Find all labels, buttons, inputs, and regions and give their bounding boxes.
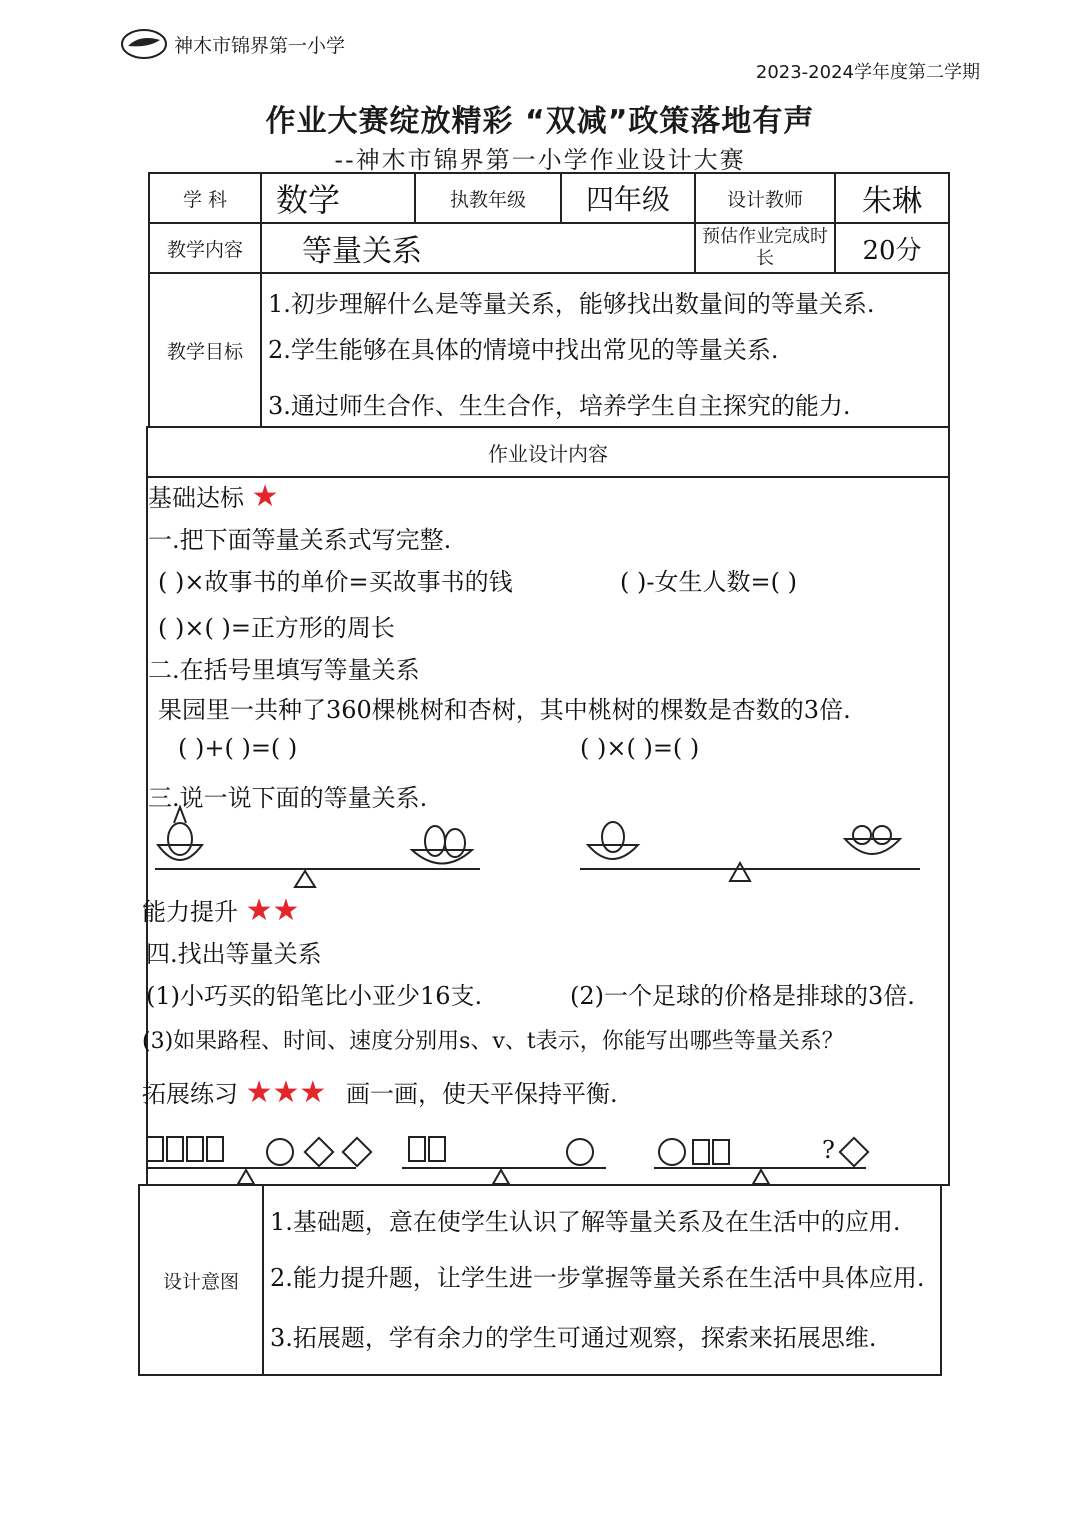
q2-text: 果园里一共种了360棵桃树和杏树，其中桃树的棵数是杏数的3倍. xyxy=(158,696,851,724)
section-basic xyxy=(148,478,279,514)
square-icon xyxy=(146,1136,164,1162)
balance-right-pan-3 xyxy=(822,1136,873,1164)
balance-left-pan-2 xyxy=(408,1136,448,1162)
q4-title: 四.找出等量关系 xyxy=(146,940,322,968)
q4-item-2: (2)一个足球的价格是排球的3倍. xyxy=(570,982,915,1010)
school-name: 神木市锦界第一小学 xyxy=(174,34,346,57)
school-header xyxy=(120,28,345,60)
square-icon xyxy=(428,1136,446,1162)
question-mark: ? xyxy=(822,1136,835,1164)
q4-item-1: (1)小巧买的铅笔比小亚少16支. xyxy=(146,982,483,1010)
q1-item-b: ( )-女生人数=( ) xyxy=(620,568,797,596)
section-ability-label: 能力提升 xyxy=(142,898,238,926)
circle-icon xyxy=(658,1138,686,1166)
content-value: 等量关系 xyxy=(302,234,422,269)
square-icon xyxy=(206,1136,224,1162)
q1-item-a: ( )×故事书的单价=买故事书的钱 xyxy=(158,568,513,596)
page-title: 作业大赛绽放精彩 “双减”政策落地有声 xyxy=(265,104,815,139)
school-logo-icon xyxy=(120,28,168,60)
balance-left-pan-1 xyxy=(146,1136,226,1162)
grade-label: 执教年级 xyxy=(449,188,526,211)
goal-1: 1.初步理解什么是等量关系，能够找出数量间的等量关系. xyxy=(268,290,875,318)
intent-1: 1.基础题，意在使学生认识了解等量关系及在生活中的应用. xyxy=(270,1208,901,1236)
circle-icon xyxy=(566,1138,594,1166)
time-value: 20分 xyxy=(862,235,922,266)
square-icon xyxy=(692,1139,710,1165)
cherry-icon xyxy=(853,826,871,844)
time-label: 预估作业完成时长 xyxy=(702,226,828,269)
q1-item-c: ( )×( )=正方形的周长 xyxy=(158,614,395,642)
section-extension xyxy=(142,1074,618,1110)
balance-illustrations xyxy=(150,805,930,895)
shape-balances xyxy=(146,1136,946,1186)
circle-icon xyxy=(266,1138,294,1166)
goals-label: 教学目标 xyxy=(166,340,243,363)
teacher-label: 设计教师 xyxy=(726,188,803,211)
shape-balance-beams xyxy=(146,1166,946,1186)
teacher-value: 朱琳 xyxy=(862,184,922,219)
page-subtitle: --神木市锦界第一小学作业设计大赛 xyxy=(334,146,746,174)
section-basic-label: 基础达标 xyxy=(148,484,244,512)
balance-scale-2 xyxy=(580,822,920,881)
intent-2: 2.能力提升题，让学生进一步掌握等量关系在生活中具体应用. xyxy=(270,1264,925,1292)
pineapple-icon xyxy=(168,823,192,855)
content-label: 教学内容 xyxy=(166,238,243,261)
ability-stars: ★★ xyxy=(245,893,300,928)
subject-label: 学 科 xyxy=(182,188,228,211)
extension-text: 画一画，使天平保持平衡. xyxy=(345,1080,618,1108)
section-ability xyxy=(142,892,299,928)
q2-item-b: ( )×( )=( ) xyxy=(580,734,700,762)
diamond-icon xyxy=(303,1136,334,1167)
square-icon xyxy=(712,1139,730,1165)
term: 2023-2024学年度第二学期 xyxy=(755,62,980,83)
intent-3: 3.拓展题，学有余力的学生可通过观察，探索来拓展思维. xyxy=(270,1324,877,1352)
q2-item-a: ( )+( )=( ) xyxy=(178,734,298,762)
square-icon xyxy=(166,1136,184,1162)
q3-title: 三.说一说下面的等量关系. xyxy=(148,784,428,812)
subject-value: 数学 xyxy=(276,181,341,219)
balance-right-pan-2 xyxy=(566,1138,600,1166)
intent-label: 设计意图 xyxy=(162,1270,239,1293)
q1-title: 一.把下面等量关系式写完整. xyxy=(148,526,452,554)
section-extension-label: 拓展练习 xyxy=(142,1080,238,1108)
basic-stars: ★ xyxy=(251,479,279,514)
square-icon xyxy=(186,1136,204,1162)
pear-icon xyxy=(602,822,624,852)
balance-left-pan-3 xyxy=(658,1138,732,1166)
balance-scale-1 xyxy=(155,807,480,887)
balance-right-pan-1 xyxy=(266,1138,376,1166)
diamond-icon xyxy=(341,1136,372,1167)
extension-stars: ★★★ xyxy=(245,1075,327,1110)
pear-icon xyxy=(425,826,445,856)
diamond-icon xyxy=(838,1136,869,1167)
grade-value: 四年级 xyxy=(585,183,670,216)
goal-3: 3.通过师生合作、生生合作，培养学生自主探究的能力. xyxy=(268,392,851,420)
square-icon xyxy=(408,1136,426,1162)
design-header: 作业设计内容 xyxy=(488,441,608,466)
q2-title: 二.在括号里填写等量关系 xyxy=(148,656,420,684)
q4-item-3: (3)如果路程、时间、速度分别用s、v、t表示，你能写出哪些等量关系？ xyxy=(142,1029,844,1054)
goal-2: 2.学生能够在具体的情境中找出常见的等量关系. xyxy=(268,336,779,364)
